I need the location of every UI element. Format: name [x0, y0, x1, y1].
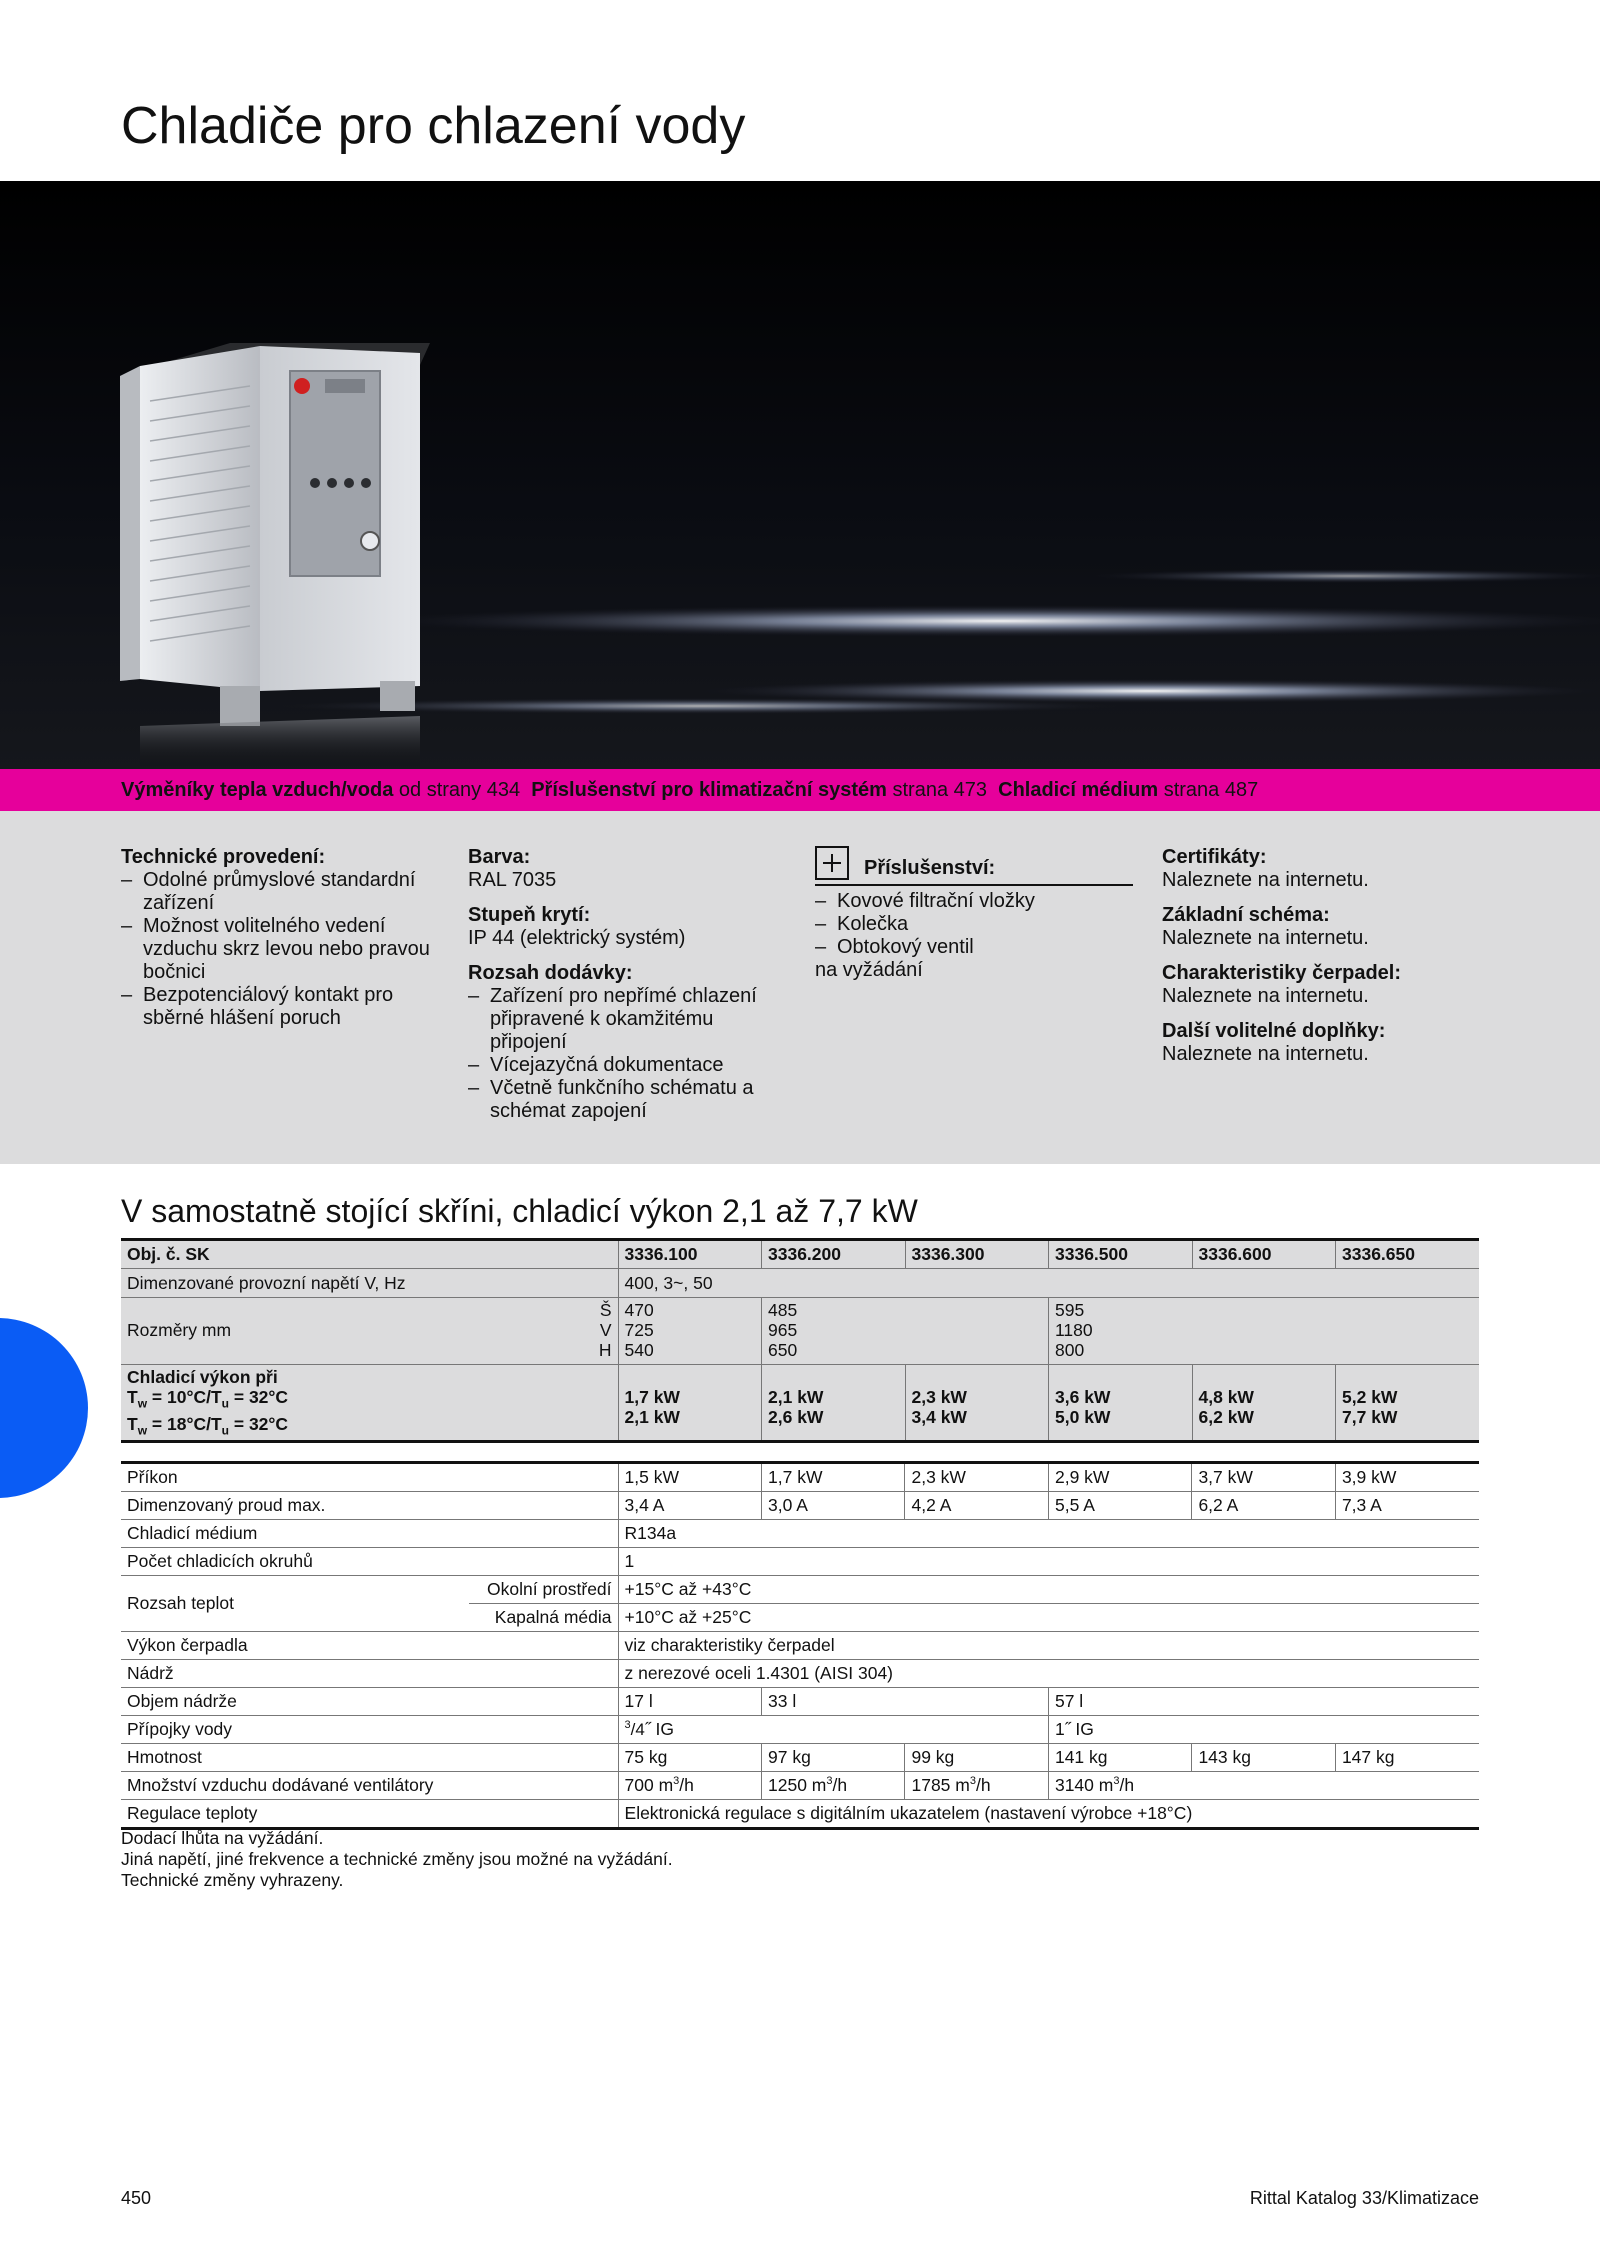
capacity-value	[905, 1365, 1049, 1442]
capacity-2: 7,7 kW	[1342, 1407, 1398, 1427]
capacity-condition-2: $T_w = 18^\circ C/T_u = 32^\circ C$	[127, 1413, 289, 1437]
control-label: Regulace teploty	[127, 1803, 258, 1823]
model-number: 3336.200	[762, 1240, 906, 1269]
table-cell: $^3$/4˝ IG	[618, 1716, 1048, 1744]
airflow-value: 1785 m	[911, 1775, 970, 1795]
airflow-value: 700 m	[624, 1775, 674, 1795]
refrigerant-value: R134a	[618, 1520, 1479, 1548]
circuits-label: Počet chladicích okruhů	[127, 1551, 313, 1571]
dimensions-value	[618, 1298, 762, 1365]
table-row	[121, 1632, 1479, 1660]
list-item: – Bezpotenciálový kontakt pro sběrné hlášení poruch	[121, 984, 441, 1030]
reference-2-label: Příslušenství pro klimatizační systém	[531, 779, 887, 801]
dimensions-label-cell	[121, 1298, 618, 1365]
dim-letter: H	[598, 1340, 612, 1360]
dim-width: 470	[624, 1300, 654, 1320]
table-cell: 4,2 A	[905, 1492, 1048, 1520]
airflow-unit: /h	[679, 1775, 694, 1795]
table-cell: 3,0 A	[762, 1492, 905, 1520]
capacity-value	[762, 1365, 906, 1442]
current-label: Dimenzovaný proud max.	[127, 1495, 326, 1515]
order-number-label: Obj. č. SK	[121, 1240, 618, 1269]
section-tab-marker	[0, 1318, 88, 1498]
table-cell: 75 kg	[618, 1744, 761, 1772]
info-column	[1162, 846, 1482, 1066]
dim-depth: 800	[1055, 1340, 1085, 1360]
section-title: V samostatně stojící skříni, chladicí výkon 2,1 až 7,7 kW	[121, 1193, 918, 1229]
capacity-1: 4,8 kW	[1198, 1387, 1254, 1407]
capacity-2: 2,1 kW	[624, 1407, 680, 1427]
table-cell: 5,5 A	[1048, 1492, 1191, 1520]
dim-letter: V	[599, 1320, 612, 1340]
table-row	[121, 1548, 1479, 1576]
options-value: Naleznete na internetu.	[1162, 1043, 1369, 1065]
table-cell: 7,3 A	[1335, 1492, 1479, 1520]
reference-3-page: strana 487	[1163, 779, 1259, 801]
catalog-footer: Rittal Katalog 33/Klimatizace	[1249, 2188, 1479, 2208]
color-column	[468, 846, 788, 1123]
table-cell: 700 $m^3/h$	[618, 1772, 761, 1800]
table-cell: 33 l	[762, 1688, 1049, 1716]
table-cell: 1,5 kW	[618, 1463, 761, 1492]
delivery-list	[468, 985, 788, 1123]
dimensions-value	[1049, 1298, 1480, 1365]
table-cell: 141 kg	[1048, 1744, 1191, 1772]
dim-letter: Š	[599, 1300, 612, 1320]
table-row	[121, 1744, 1479, 1772]
technical-heading: Technické provedení:	[121, 846, 326, 868]
color-heading: Barva:	[468, 846, 531, 868]
airflow-unit: /h	[1119, 1775, 1135, 1795]
table-cell: 3140 $m^3/h$	[1048, 1772, 1479, 1800]
voltage-label: Dimenzované provozní napětí V, Hz	[121, 1269, 618, 1298]
product-photo	[0, 181, 1600, 769]
options-heading: Další volitelné doplňky:	[1162, 1020, 1386, 1042]
table-row	[121, 1716, 1479, 1744]
airflow-label: Množství vzduchu dodávané ventilátory	[127, 1775, 434, 1795]
pump-curves-value: Naleznete na internetu.	[1162, 985, 1369, 1007]
footnote: Jiná napětí, jiné frekvence a technické změny jsou možné na vyžádání.	[121, 1849, 673, 1869]
technical-list	[121, 869, 441, 1030]
list-item: – Včetně funkčního schématu a schémat zapojení	[468, 1077, 788, 1123]
table-cell: 17 l	[618, 1688, 761, 1716]
table-row	[121, 1365, 1479, 1442]
connection-suffix: ˝ IG	[644, 1719, 675, 1739]
table-cell: 3,9 kW	[1335, 1463, 1479, 1492]
schema-heading: Základní schéma:	[1162, 904, 1330, 926]
table-row	[121, 1688, 1479, 1716]
list-item: – Vícejazyčná dokumentace	[468, 1054, 788, 1077]
liquid-label: Kapalná média	[494, 1607, 612, 1627]
table-row	[121, 1492, 1479, 1520]
table-row	[121, 1576, 1479, 1604]
airflow-value: 3140 m	[1054, 1775, 1114, 1795]
table-cell: 1785 $m^3/h$	[905, 1772, 1048, 1800]
table-cell: 1250 $m^3/h$	[762, 1772, 905, 1800]
capacity-1: 1,7 kW	[624, 1387, 680, 1407]
pump-value: viz charakteristiky čerpadel	[618, 1632, 1479, 1660]
list-item: – Kolečka	[815, 913, 1133, 936]
models-table	[121, 1238, 1479, 1443]
tank-label: Nádrž	[127, 1663, 174, 1683]
reference-1-page: od strany 434	[398, 779, 521, 801]
dim-height: 965	[768, 1320, 798, 1340]
model-number: 3336.650	[1336, 1240, 1480, 1269]
table-cell: 2,9 kW	[1048, 1463, 1191, 1492]
chiller-unit-illustration	[0, 181, 1600, 769]
dim-height: 725	[624, 1320, 654, 1340]
capacity-2: 5,0 kW	[1055, 1407, 1111, 1427]
accessories-list	[815, 890, 1133, 959]
capacity-1: 3,6 kW	[1055, 1387, 1111, 1407]
refrigerant-label: Chladicí médium	[127, 1523, 258, 1543]
list-item: – Kovové filtrační vložky	[815, 890, 1133, 913]
list-item: – Zařízení pro nepřímé chlazení připravené k okamžitému připojení	[468, 985, 788, 1054]
ambient-label: Okolní prostředí	[487, 1579, 612, 1599]
accessories-note: na vyžádání	[815, 959, 923, 981]
schema-value: Naleznete na internetu.	[1162, 927, 1369, 949]
circuits-value: 1	[618, 1548, 1479, 1576]
table-cell: 143 kg	[1192, 1744, 1335, 1772]
table-cell: 99 kg	[905, 1744, 1048, 1772]
protection-heading: Stupeň krytí:	[468, 904, 591, 926]
capacity-2: 6,2 kW	[1198, 1407, 1254, 1427]
table-row	[121, 1800, 1479, 1829]
capacity-1: 2,1 kW	[768, 1387, 824, 1407]
airflow-unit: /h	[975, 1775, 991, 1795]
list-item: – Odolné průmyslové standardní zařízení	[121, 869, 441, 915]
table-row	[121, 1298, 1479, 1365]
dimensions-label: Rozměry mm	[127, 1320, 232, 1340]
footnote: Technické změny vyhrazeny.	[121, 1870, 344, 1890]
liquid-value: +10°C až +25°C	[618, 1604, 1479, 1632]
temp-range-label: Rozsah teplot	[127, 1593, 235, 1613]
capacity-label: Chladicí výkon při	[127, 1367, 278, 1387]
table-row	[121, 1520, 1479, 1548]
model-number: 3336.300	[905, 1240, 1049, 1269]
technical-column	[121, 846, 441, 1030]
ambient-value: +15°C až +43°C	[618, 1576, 1479, 1604]
capacity-value	[618, 1365, 762, 1442]
table-cell: 6,2 A	[1192, 1492, 1335, 1520]
capacity-value	[1049, 1365, 1193, 1442]
certificates-value: Naleznete na internetu.	[1162, 869, 1369, 891]
table-cell: 97 kg	[762, 1744, 905, 1772]
table-cell: 3,7 kW	[1192, 1463, 1335, 1492]
dim-depth: 540	[624, 1340, 654, 1360]
dim-width: 485	[768, 1300, 798, 1320]
protection-value: IP 44 (elektrický systém)	[468, 927, 686, 949]
model-number: 3336.600	[1192, 1240, 1336, 1269]
table-row	[121, 1463, 1479, 1492]
reference-1-label: Výměníky tepla vzduch/voda	[121, 779, 394, 801]
footnotes	[121, 1828, 673, 1891]
table-cell: 147 kg	[1335, 1744, 1479, 1772]
fraction-numerator: 3	[624, 1719, 631, 1732]
model-number: 3336.500	[1049, 1240, 1193, 1269]
reference-2-page: strana 473	[892, 779, 987, 801]
table-cell: 2,3 kW	[905, 1463, 1048, 1492]
accessories-column	[815, 846, 1133, 982]
table-row	[121, 1772, 1479, 1800]
model-number: 3336.100	[618, 1240, 762, 1269]
airflow-value: 1250 m	[768, 1775, 827, 1795]
voltage-value: 400, 3~, 50	[618, 1269, 1479, 1298]
specs-table	[121, 1461, 1479, 1830]
capacity-condition-1: $T_w = 10^\circ C/T_u = 32^\circ C$	[127, 1387, 289, 1411]
footnote: Dodací lhůta na vyžádání.	[121, 1828, 324, 1848]
list-item: – Obtokový ventil	[815, 936, 1133, 959]
reference-bar	[0, 769, 1600, 811]
delivery-heading: Rozsah dodávky:	[468, 962, 633, 984]
airflow-unit: /h	[832, 1775, 848, 1795]
accessories-heading: Příslušenství:	[864, 857, 996, 879]
dim-height: 1180	[1055, 1320, 1093, 1340]
connections-label: Přípojky vody	[127, 1719, 233, 1739]
accessories-header	[815, 846, 1133, 886]
pump-curves-heading: Charakteristiky čerpadel:	[1162, 962, 1402, 984]
list-item: – Možnost volitelného vedení vzduchu skrz levou nebo pravou bočnici	[121, 915, 441, 984]
capacity-value	[1336, 1365, 1480, 1442]
pump-label: Výkon čerpadla	[127, 1635, 248, 1655]
plus-icon	[815, 846, 849, 880]
page-title: Chladiče pro chlazení vody	[121, 97, 746, 155]
table-cell: 1˝ IG	[1048, 1716, 1479, 1744]
capacity-1: 2,3 kW	[911, 1387, 967, 1407]
capacity-1: 5,2 kW	[1342, 1387, 1398, 1407]
color-value: RAL 7035	[468, 869, 557, 891]
fraction-denominator: 4	[635, 1720, 645, 1739]
features-panel	[0, 811, 1600, 1164]
table-row	[121, 1269, 1479, 1298]
control-value: Elektronická regulace s digitálním ukazatelem (nastavení výrobce +18°C)	[618, 1800, 1479, 1829]
table-cell: 1,7 kW	[762, 1463, 905, 1492]
dim-depth: 650	[768, 1340, 798, 1360]
table-row	[121, 1660, 1479, 1688]
table-cell: 3,4 A	[618, 1492, 761, 1520]
table-row	[121, 1240, 1479, 1269]
weight-label: Hmotnost	[127, 1747, 202, 1767]
capacity-2: 2,6 kW	[768, 1407, 824, 1427]
volume-label: Objem nádrže	[127, 1691, 237, 1711]
capacity-2: 3,4 kW	[911, 1407, 967, 1427]
dimensions-value	[762, 1298, 1049, 1365]
page-number: 450	[121, 2188, 152, 2208]
dim-width: 595	[1055, 1300, 1085, 1320]
certificates-heading: Certifikáty:	[1162, 846, 1267, 868]
table-cell: 57 l	[1048, 1688, 1479, 1716]
capacity-label-cell	[121, 1365, 618, 1442]
tank-value: z nerezové oceli 1.4301 (AISI 304)	[618, 1660, 1479, 1688]
power-label: Příkon	[127, 1467, 178, 1487]
capacity-value	[1192, 1365, 1336, 1442]
reference-3-label: Chladicí médium	[998, 779, 1159, 801]
